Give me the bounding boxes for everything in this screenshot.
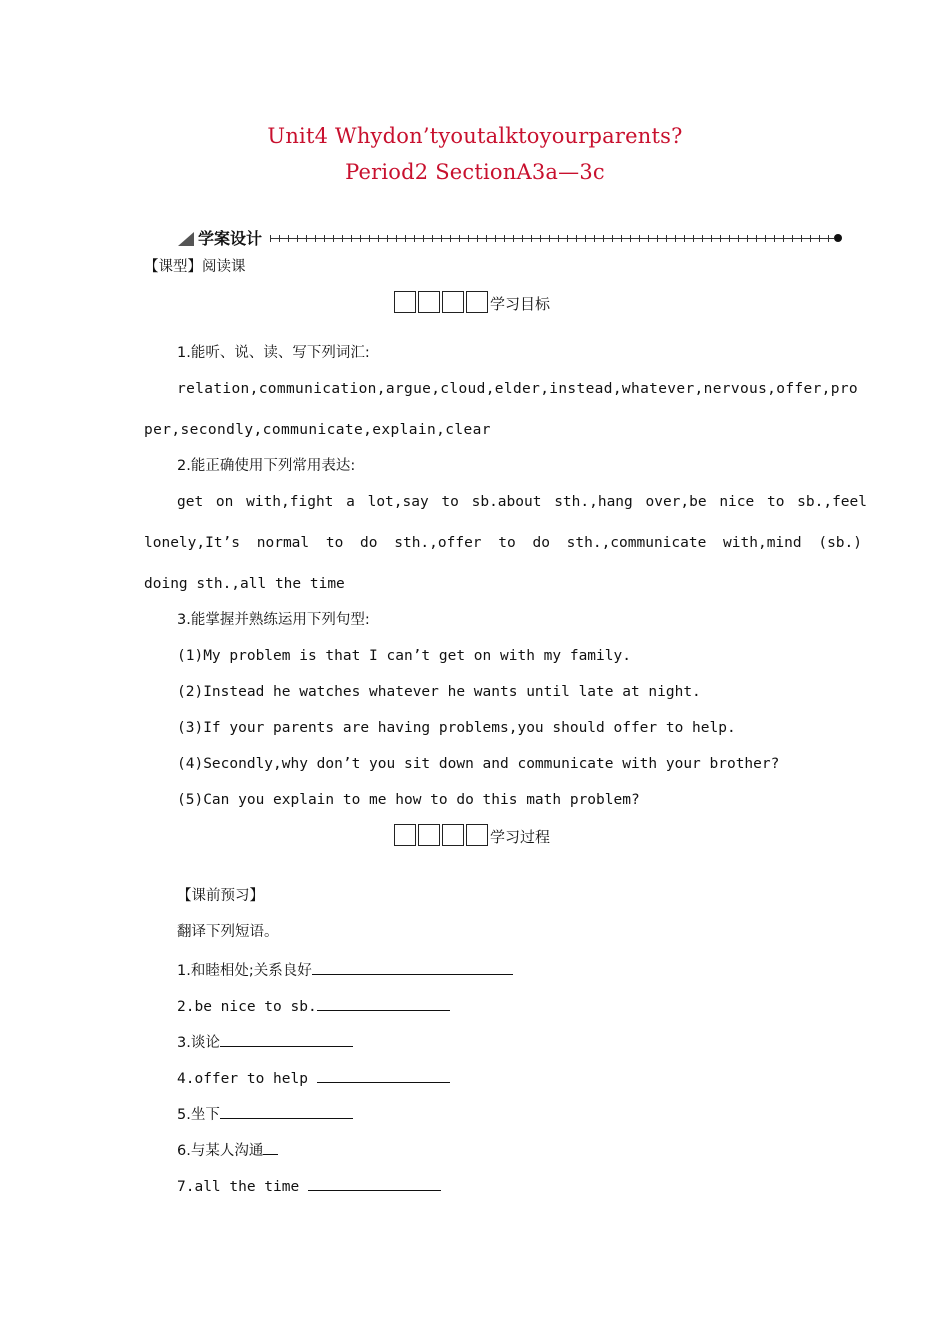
- preview-heading: 【课前预习】: [177, 888, 264, 904]
- banner-label: 学案设计: [198, 229, 263, 248]
- sentence-item: (1)My problem is that I can’t get on with my family.: [177, 648, 631, 664]
- sentence-item: (4)Secondly,why don’t you sit down and communicate with your brother?: [177, 756, 780, 772]
- preview-instruction: 翻译下列短语。: [177, 924, 279, 940]
- lesson-type: 【课型】阅读课: [144, 259, 246, 275]
- answer-blank[interactable]: [220, 1030, 353, 1047]
- document-subtitle: Period2 SectionA3a—3c: [345, 160, 605, 184]
- goal-1-words: relation,communication,argue,cloud,elder,instead,whatever,nervous,offer,pro: [177, 381, 858, 397]
- section-banner: [178, 228, 842, 250]
- goals-heading-label: 学习目标: [490, 295, 551, 313]
- preview-item-text: 5.坐下: [177, 1107, 220, 1123]
- answer-blank[interactable]: [317, 1066, 450, 1083]
- goal-2-expressions: get on with,fight a lot,say to sb.about sth.,hang over,be nice to sb.,feel: [177, 494, 868, 510]
- preview-item: [177, 1138, 278, 1161]
- banner-dotted-line: [270, 235, 834, 242]
- goal-2-expressions-cont: lonely,It’s normal to do sth.,offer to do sth.,communicate with,mind (sb.): [144, 535, 863, 551]
- answer-blank[interactable]: [308, 1174, 441, 1191]
- sentence-item: (2)Instead he watches whatever he wants until late at night.: [177, 684, 701, 700]
- box-icon: [418, 291, 440, 313]
- goal-2-expressions-end: doing sth.,all the time: [144, 576, 345, 592]
- preview-item-text: 1.和睦相处;关系良好: [177, 963, 312, 979]
- box-icon: [394, 291, 416, 313]
- goal-1-words-cont: per,secondly,communicate,explain,clear: [144, 422, 491, 438]
- goal-3-title: 3.能掌握并熟练运用下列句型:: [177, 612, 370, 628]
- heading-boxes: [394, 291, 490, 313]
- box-icon: [442, 291, 464, 313]
- preview-item: [177, 1066, 450, 1089]
- sentence-item: (5)Can you explain to me how to do this math problem?: [177, 792, 640, 808]
- process-heading-label: 学习过程: [490, 828, 551, 846]
- box-icon: [442, 824, 464, 846]
- document-title: Unit4 Whydon’tyoutalktoyourparents?: [267, 124, 683, 148]
- box-icon: [466, 291, 488, 313]
- preview-item: [177, 1030, 353, 1053]
- dot-icon: [834, 234, 842, 242]
- preview-item-text: 3.谈论: [177, 1035, 220, 1051]
- preview-item-text: 6.与某人沟通: [177, 1143, 264, 1159]
- answer-blank[interactable]: [317, 994, 450, 1011]
- goal-1-title: 1.能听、说、读、写下列词汇:: [177, 345, 370, 361]
- box-icon: [418, 824, 440, 846]
- box-icon: [394, 824, 416, 846]
- preview-item: [177, 994, 450, 1017]
- triangle-icon: [178, 232, 194, 246]
- process-heading: [394, 824, 550, 846]
- preview-item: [177, 1174, 441, 1197]
- preview-item-text: 4.offer to help: [177, 1071, 317, 1087]
- answer-blank[interactable]: [220, 1102, 353, 1119]
- heading-boxes: [394, 824, 490, 846]
- goal-2-title: 2.能正确使用下列常用表达:: [177, 458, 356, 474]
- goals-heading: [394, 291, 550, 313]
- sentence-item: (3)If your parents are having problems,you should offer to help.: [177, 720, 736, 736]
- answer-blank[interactable]: [312, 958, 513, 975]
- preview-item: [177, 1102, 353, 1125]
- answer-blank[interactable]: [263, 1138, 278, 1155]
- box-icon: [466, 824, 488, 846]
- preview-item-text: 2.be nice to sb.: [177, 999, 317, 1015]
- preview-item-text: 7.all the time: [177, 1179, 308, 1195]
- preview-item: [177, 958, 513, 981]
